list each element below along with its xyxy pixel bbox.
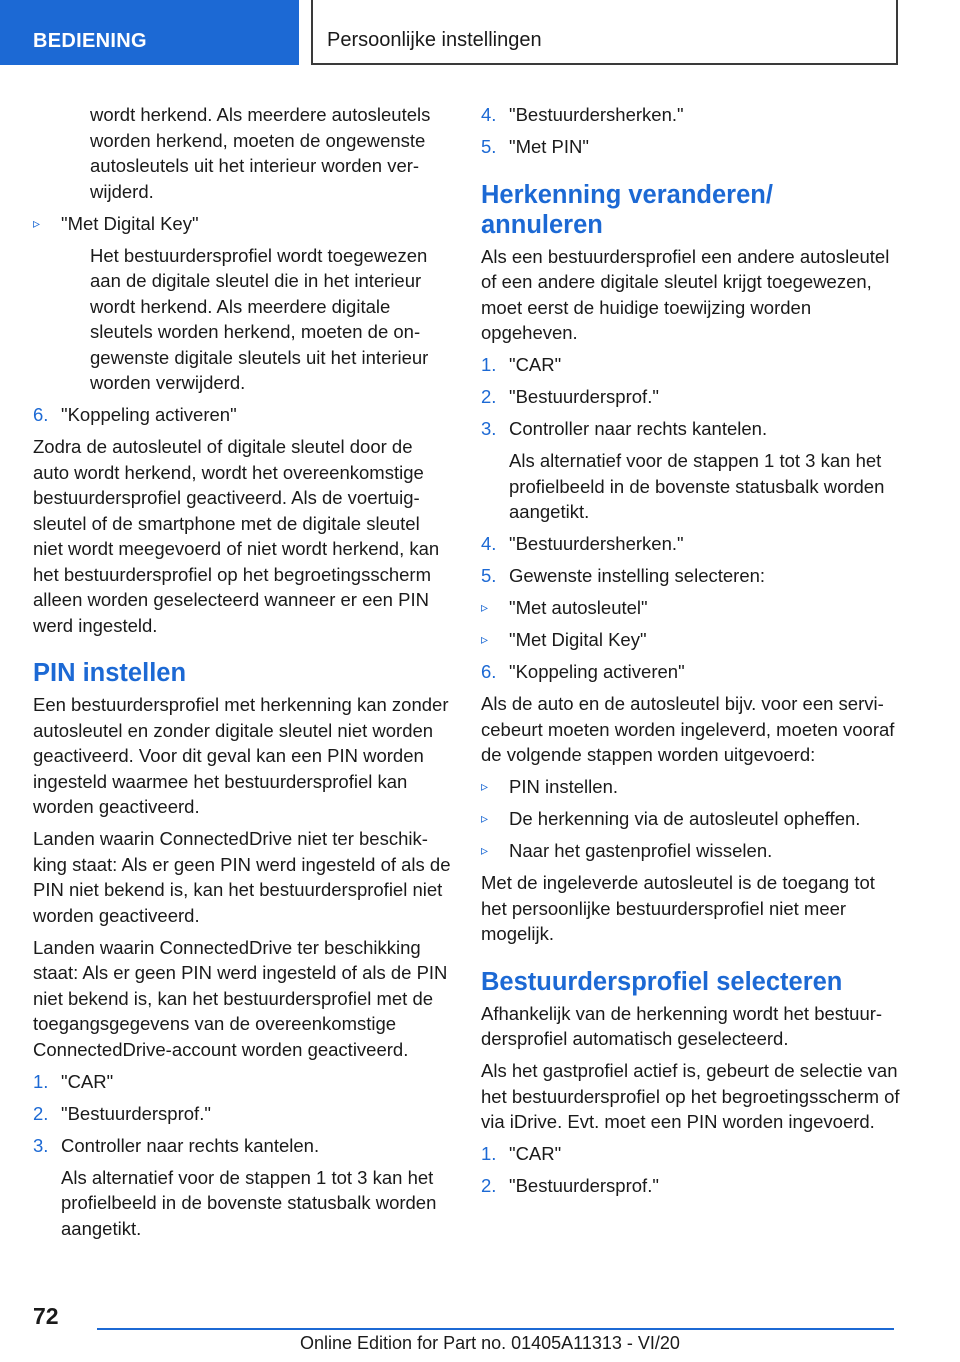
option-text: "Met autosleutel" bbox=[509, 597, 648, 618]
continued-paragraph: wordt herkend. Als meerdere autosleutels worden herkend, moeten de ongewenste autosleutels uit het interieur worden verwijderd. bbox=[90, 104, 431, 202]
step-number: 4. bbox=[481, 533, 497, 554]
step-text: Controller naar rechts kantelen. bbox=[509, 418, 768, 439]
digital-key-description: Het bestuurdersprofiel wordt toegewezen aan de digitale sleutel die in het interieur wordt herkend. Als meerdere digitale sleutels worden herkend, moeten de ongewenste digitale sleutels uit het interieur worden verwijderd. bbox=[90, 244, 429, 393]
paragraph-pin-3: Landen waarin ConnectedDrive ter beschikking staat: Als er geen PIN werd ingesteld of als de PIN niet bekend is, kan het bestuurdersprofiel met de toegangsgegevens van de overeenkomstige ConnectedDrive-account worden geactiveerd. bbox=[33, 936, 448, 1060]
step-text: Gewenste instelling selecteren: bbox=[509, 565, 766, 586]
step-text: Controller naar rechts kantelen. bbox=[61, 1134, 320, 1156]
step-4 bbox=[481, 531, 901, 557]
step-text: "Bestuurdersprof." bbox=[509, 1175, 659, 1196]
paragraph-change: Als een bestuurdersprofiel een andere autosleutel of een andere digitale sleutel krijgt toegewezen, moet eerst de huidige toewijzing worden opgeheven. bbox=[481, 245, 890, 343]
step-1 bbox=[481, 352, 901, 378]
step-text: "Bestuurdersprof." bbox=[509, 386, 659, 407]
digital-key-label: "Met Digital Key" bbox=[61, 212, 199, 234]
step-text: "Bestuurdersherken." bbox=[509, 104, 684, 125]
bullet-triangle-icon: ▹ bbox=[481, 778, 489, 794]
step-5 bbox=[481, 563, 901, 589]
step-number: 1. bbox=[33, 1070, 49, 1092]
option-text: "Met Digital Key" bbox=[509, 629, 647, 650]
step-number: 3. bbox=[33, 1134, 49, 1156]
paragraph-select-1: Afhankelijk van de herkenning wordt het bestuurdersprofiel automatisch geselecteerd. bbox=[481, 1002, 883, 1049]
bullet-triangle-icon: ▹ bbox=[481, 810, 489, 826]
step-number: 6. bbox=[481, 661, 497, 682]
bullet-text: PIN instellen. bbox=[509, 776, 618, 797]
paragraph-after-service: Met de ingeleverde autosleutel is de toegang tot het persoonlijke bestuurdersprofiel niet meer mogelijk. bbox=[481, 872, 875, 944]
step-number: 6. bbox=[33, 404, 49, 425]
step-text: "Koppeling activeren" bbox=[61, 404, 237, 425]
step-3-note: Als alternatief voor de stappen 1 tot 3 kan het profielbeeld in de bovenste statusbalk worden aangetikt. bbox=[509, 450, 885, 522]
step-5 bbox=[481, 134, 901, 160]
bullet-triangle-icon: ▹ bbox=[33, 214, 41, 231]
list-item-digital-key bbox=[33, 211, 451, 237]
step-number: 5. bbox=[481, 565, 497, 586]
step-text: "CAR" bbox=[509, 1143, 562, 1164]
step-number: 5. bbox=[481, 136, 497, 157]
step-number: 2. bbox=[481, 1175, 497, 1196]
paragraph-select-2: Als het gastprofiel actief is, gebeurt de selectie van het bestuurdersprofiel op het begroetingsscherm of via iDrive. Evt. moet een PIN worden ingevoerd. bbox=[481, 1060, 900, 1132]
step-1 bbox=[33, 1069, 451, 1095]
step-number: 1. bbox=[481, 1143, 497, 1164]
step-4 bbox=[481, 102, 901, 128]
step-text: "Bestuurdersherken." bbox=[509, 533, 684, 554]
step-3 bbox=[481, 416, 901, 442]
step-number: 4. bbox=[481, 104, 497, 125]
section-title: BEDIENING bbox=[33, 30, 147, 52]
step-2 bbox=[33, 1101, 451, 1127]
paragraph-service: Als de auto en de autosleutel bijv. voor een servicebeurt moeten worden ingeleverd, moeten vooraf de volgende stappen worden uitgevoerd: bbox=[481, 693, 895, 765]
paragraph-pin-1: Een bestuurdersprofiel met herkenning kan zonder autosleutel en zonder digitale sleutel niet worden geactiveerd. Voor dit geval kan een PIN worden ingesteld waarmee het bestuurdersprofiel kan worden geactiveerd. bbox=[33, 694, 449, 817]
bullet-text: Naar het gastenprofiel wisselen. bbox=[509, 840, 773, 861]
paragraph-pin-2: Landen waarin ConnectedDrive niet ter beschikking staat: Als er geen PIN werd ingesteld of als de PIN niet bekend is, kan het bestuurdersprofiel niet worden geactiveerd. bbox=[33, 828, 451, 926]
step-text: "Koppeling activeren" bbox=[509, 661, 685, 682]
step-number: 1. bbox=[481, 354, 497, 375]
section-tab bbox=[0, 0, 299, 65]
step-text: "Bestuurdersprof." bbox=[61, 1102, 211, 1124]
page-number: 72 bbox=[33, 1303, 59, 1329]
heading-herkenning-veranderen: Herkenning veranderen/ annuleren bbox=[481, 180, 773, 239]
heading-bestuurdersprofiel-selecteren: Bestuurdersprofiel selecteren bbox=[481, 967, 843, 996]
step-6 bbox=[33, 402, 451, 428]
service-bullet-3 bbox=[481, 838, 901, 864]
step-3 bbox=[33, 1133, 451, 1159]
option-met-autosleutel bbox=[481, 595, 901, 621]
service-bullet-2 bbox=[481, 806, 901, 832]
step-number: 3. bbox=[481, 418, 497, 439]
heading-pin-instellen: PIN instellen bbox=[33, 659, 187, 687]
step-1 bbox=[481, 1141, 901, 1167]
step-2 bbox=[481, 384, 901, 410]
left-column bbox=[33, 102, 451, 1248]
option-met-digital-key bbox=[481, 627, 901, 653]
step-3-note: Als alternatief voor de stappen 1 tot 3 kan het profielbeeld in de bovenste statusbalk worden aangetikt. bbox=[61, 1166, 437, 1239]
step-text: "CAR" bbox=[61, 1070, 114, 1092]
step-number: 2. bbox=[481, 386, 497, 407]
bullet-triangle-icon: ▹ bbox=[481, 599, 489, 615]
bullet-triangle-icon: ▹ bbox=[481, 631, 489, 647]
footer-edition: Online Edition for Part no. 01405A11313 - VI/20 bbox=[300, 1333, 680, 1353]
paragraph-zodra: Zodra de autosleutel of digitale sleutel door de auto wordt herkend, wordt het overeenkomstige bestuurdersprofiel geactiveerd. Als de voertuigsleutel of de smartphone met de digitale sleutel niet wordt meegevoerd of niet wordt herkend, kan het bestuurdersprofiel op het begroetingsscherm alleen worden geselecteerd wanneer er een PIN werd ingesteld. bbox=[33, 436, 440, 636]
chapter-header bbox=[311, 0, 898, 65]
service-bullet-1 bbox=[481, 774, 901, 800]
step-6 bbox=[481, 659, 901, 685]
step-text: "Met PIN" bbox=[509, 136, 589, 157]
bullet-text: De herkenning via de autosleutel opheffen. bbox=[509, 808, 861, 829]
step-2 bbox=[481, 1173, 901, 1199]
chapter-title: Persoonlijke instellingen bbox=[327, 29, 542, 51]
bullet-triangle-icon: ▹ bbox=[481, 842, 489, 858]
step-number: 2. bbox=[33, 1102, 49, 1124]
step-text: "CAR" bbox=[509, 354, 562, 375]
right-column bbox=[481, 102, 901, 1205]
footer-divider bbox=[97, 1328, 894, 1330]
